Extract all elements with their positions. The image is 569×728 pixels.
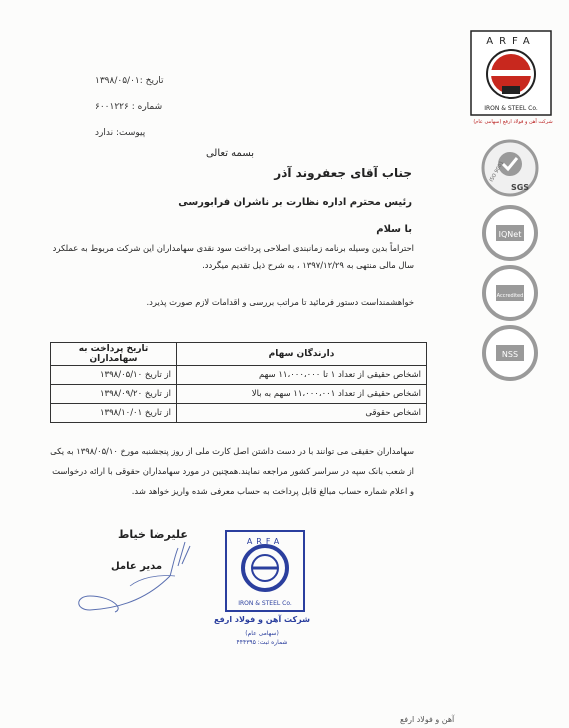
date-cell: از تاریخ ۱۳۹۸/۰۹/۲۰ bbox=[51, 385, 177, 404]
date-cell: از تاریخ ۱۳۹۸/۰۵/۱۰ bbox=[51, 366, 177, 385]
holder-cell: اشخاص حقیقی از تعداد ۱۱،۰۰۰،۰۰۱ سهم به بالا bbox=[177, 385, 427, 404]
date-cell: از تاریخ ۱۳۹۸/۱۰/۰۱ bbox=[51, 404, 177, 423]
holder-cell: اشخاص حقیقی از تعداد ۱ تا ۱۱،۰۰۰،۰۰۰ سهم bbox=[177, 366, 427, 385]
accreditation-certification-badge bbox=[482, 265, 538, 321]
body-paragraph-1: احتراماً بدین وسیله برنامه زمانبندی اصلاحی پرداخت سود نقدی سهامداران این شرکت مربوط به عملکرد سال مالی منتهی به ۱۳۹۷/۱۲/۲۹ ، به شرح ذیل تقدیم میگردد. bbox=[52, 243, 414, 270]
iqnet-certification-badge bbox=[482, 205, 538, 261]
stamp-type: (سهامی عام) bbox=[245, 630, 279, 637]
svg-text:IRON & STEEL Co.: IRON & STEEL Co. bbox=[238, 600, 292, 607]
signatory-name: علیرضا خیاط bbox=[118, 528, 188, 541]
table-row bbox=[51, 366, 427, 385]
svg-text:IRON & STEEL Co.: IRON & STEEL Co. bbox=[484, 105, 538, 112]
svg-text:ISO 9001: ISO 9001 bbox=[488, 160, 506, 183]
sgs-certification-badge bbox=[480, 138, 540, 198]
svg-text:Accredited: Accredited bbox=[496, 293, 524, 299]
signatory-title: مدیر عامل bbox=[111, 561, 163, 572]
invocation: بسمه تعالی bbox=[205, 148, 255, 159]
svg-text:SGS: SGS bbox=[510, 183, 530, 192]
table-header-row bbox=[51, 343, 427, 366]
letter-number: شماره : ۶۰۰۱۲۲۶ bbox=[95, 102, 163, 112]
recipient-name: جناب آقای جعفروند آذر bbox=[274, 166, 412, 180]
table-row bbox=[51, 385, 427, 404]
svg-text:NSS: NSS bbox=[501, 350, 519, 359]
stamp-registration: شماره ثبت: ۴۴۴۳۹۵ bbox=[236, 639, 288, 646]
greeting: با سلام bbox=[376, 224, 412, 235]
svg-text:ARFA: ARFA bbox=[246, 537, 284, 546]
svg-text:ARFA: ARFA bbox=[486, 36, 536, 47]
company-stamp bbox=[225, 530, 305, 612]
holder-cell: اشخاص حقوقی bbox=[177, 404, 427, 423]
letter-date: تاریخ :۱۳۹۸/۰۵/۰۱ bbox=[95, 76, 164, 86]
body-paragraph-3: سهامداران حقیقی می توانند با در دست داشتن اصل کارت ملی از روز پنجشنبه مورخ ۱۳۹۸/۰۵/۱۰ به یکی از شعب بانک سپه در سراسر کشور مراجعه نمایند.همچنین در مورد سهامداران حقوقی با ارائه درخواست و اعلام شماره حساب مبالغ قابل پرداخت به حساب معرفی شده واریز خواهد شد. bbox=[50, 446, 414, 496]
logo-caption: شرکت آهن و فولاد ارفع (سهامی عام) bbox=[473, 119, 553, 125]
letter-attachment: پیوست: ندارد bbox=[95, 128, 146, 138]
column-header-holders: دارندگان سهام bbox=[177, 343, 427, 366]
handwritten-signature bbox=[70, 536, 200, 616]
stamp-company-name: شرکت آهن و فولاد ارفع bbox=[214, 615, 310, 624]
footer-company-text: آهن و فولاد ارفع bbox=[400, 715, 455, 724]
column-header-date: تاریخ پرداخت به سهامداران bbox=[51, 343, 177, 366]
nss-certification-badge bbox=[482, 325, 538, 381]
table-row bbox=[51, 404, 427, 423]
arfa-logo bbox=[470, 30, 552, 116]
body-paragraph-2: خواهشمنداست دستور فرمائید تا مراتب بررسی و اقدامات لازم صورت پذیرد. bbox=[146, 297, 414, 307]
recipient-title: رئیس محترم اداره نظارت بر ناشران فرابورسی bbox=[178, 197, 412, 208]
svg-text:IQNet: IQNet bbox=[498, 230, 522, 239]
payment-schedule-table bbox=[50, 342, 427, 423]
letter-meta bbox=[95, 68, 215, 146]
